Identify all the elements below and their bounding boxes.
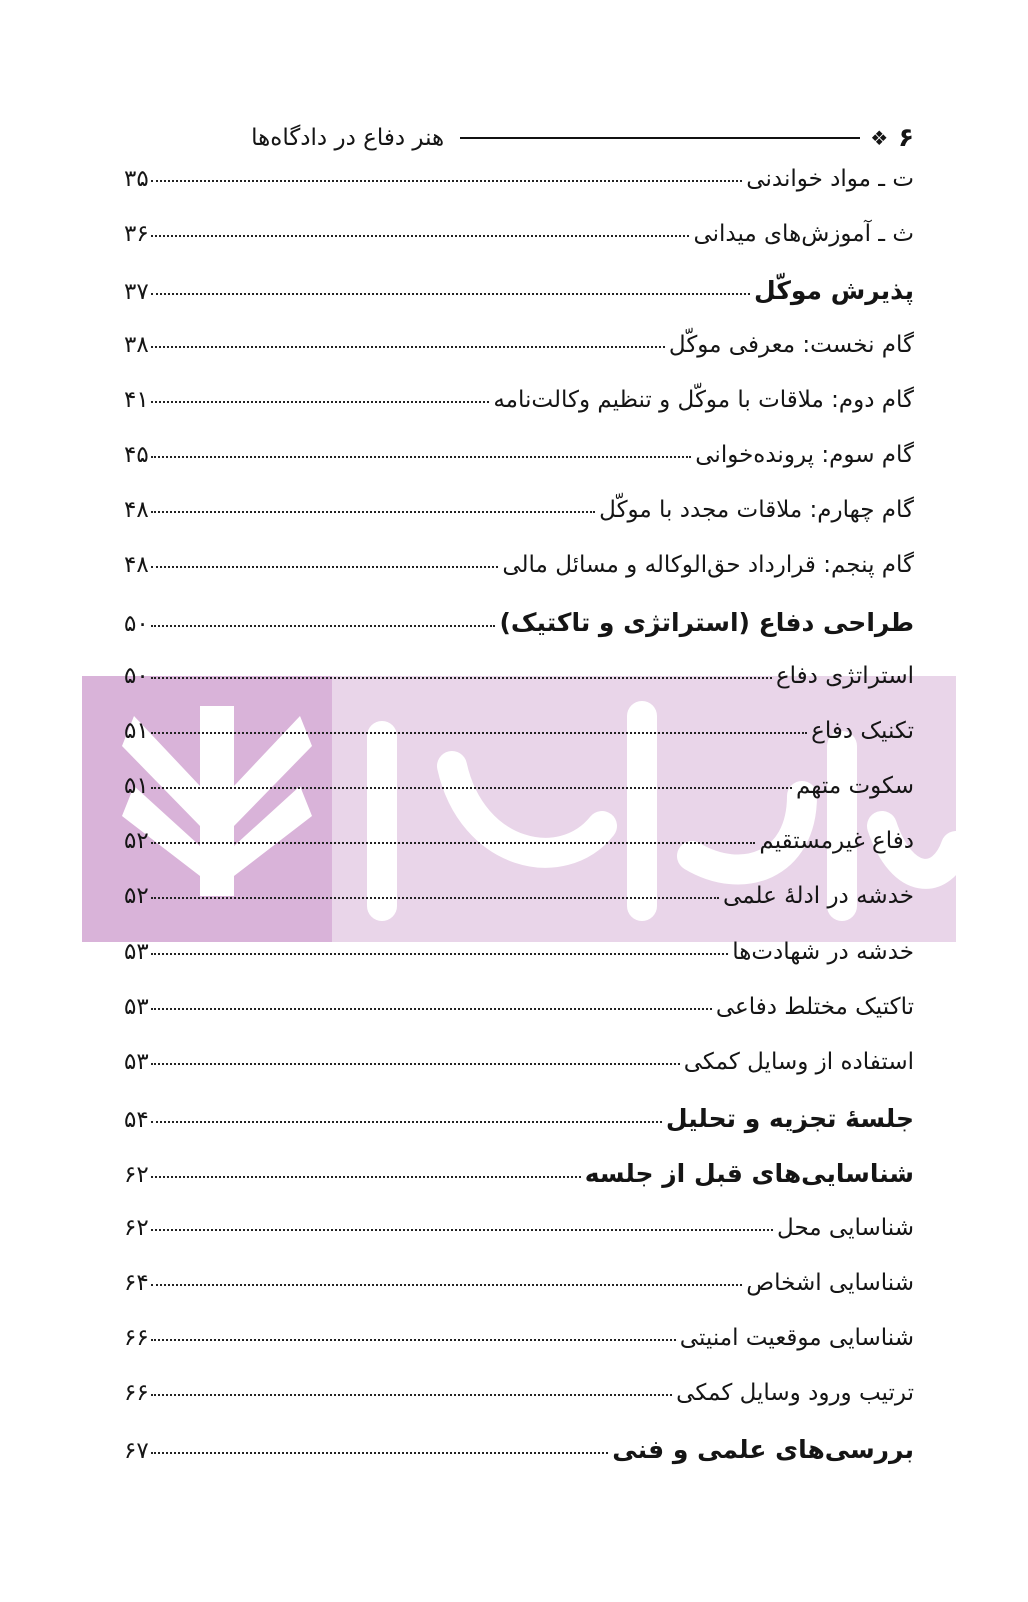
toc-section-row <box>124 276 914 331</box>
toc-entry-page-number: ۶۲ <box>124 1162 149 1189</box>
toc-entry-title: شناسایی موقعیت امنیتی <box>679 1324 914 1351</box>
toc-entry-title: شناسایی محل <box>777 1214 914 1241</box>
toc-row <box>124 773 914 828</box>
dot-leader <box>151 842 756 844</box>
toc-entry-page-number: ۶۶ <box>124 1380 149 1407</box>
dot-leader <box>151 1063 680 1065</box>
toc-section-row <box>124 1435 914 1490</box>
toc-row <box>124 1270 914 1325</box>
toc-entry-page-number: ۵۴ <box>124 1107 149 1134</box>
dot-leader <box>151 1452 609 1454</box>
toc-entry-title: ترتیب ورود وسایل کمکی <box>676 1380 914 1407</box>
dot-leader <box>151 1284 743 1286</box>
toc-entry-page-number: ۶۷ <box>124 1438 149 1465</box>
toc-row <box>124 1325 914 1380</box>
toc-entry-page-number: ۵۱ <box>124 773 149 800</box>
toc-row <box>124 166 914 221</box>
dot-leader <box>151 1176 581 1178</box>
toc-entry-title: تکنیک دفاع <box>811 717 914 744</box>
toc-entry-page-number: ۳۷ <box>124 279 149 306</box>
toc-entry-title: شناسایی اشخاص <box>746 1269 914 1296</box>
toc-entry-page-number: ۵۲ <box>124 883 149 910</box>
toc-section-row <box>124 1159 914 1214</box>
toc-section-row <box>124 608 914 663</box>
dot-leader <box>151 401 490 403</box>
dot-leader <box>151 511 595 513</box>
dot-leader <box>151 566 499 568</box>
toc-row <box>124 939 914 994</box>
toc-entry-page-number: ۴۵ <box>124 441 149 468</box>
toc-entry-page-number: ۳۸ <box>124 331 149 358</box>
toc-row <box>124 442 914 497</box>
toc-row <box>124 387 914 442</box>
toc-row <box>124 663 914 718</box>
toc-row <box>124 552 914 607</box>
toc-row <box>124 994 914 1049</box>
toc-entry-page-number: ۵۳ <box>124 993 149 1020</box>
dot-leader <box>151 732 807 734</box>
toc-entry-title: گام نخست: معرفی موکّل <box>668 331 914 358</box>
page-number: ۶ <box>898 123 914 153</box>
toc-row <box>124 718 914 773</box>
toc-entry-title: بررسی‌های علمی و فنی <box>612 1435 914 1465</box>
toc-row <box>124 1215 914 1270</box>
dot-leader <box>151 677 772 679</box>
toc-row <box>124 883 914 938</box>
toc-entry-title: دفاع غیرمستقیم <box>759 828 914 855</box>
dot-leader <box>151 625 496 627</box>
ornament-icon: ❖ <box>870 126 889 150</box>
toc-entry-title: استراتژی دفاع <box>775 662 914 689</box>
toc-entry-page-number: ۶۶ <box>124 1324 149 1351</box>
toc-entry-title: طراحی دفاع (استراتژی و تاکتیک) <box>499 607 914 637</box>
toc-entry-page-number: ۵۲ <box>124 828 149 855</box>
toc-entry-page-number: ۵۳ <box>124 1049 149 1075</box>
toc-entry-page-number: ۵۱ <box>124 717 149 744</box>
dot-leader <box>151 235 690 237</box>
toc-entry-title: خدشه در شهادت‌ها <box>732 938 914 965</box>
dot-leader <box>151 1339 676 1341</box>
toc-entry-page-number: ۴۱ <box>124 386 149 413</box>
toc-entry-title: استفاده از وسایل کمکی <box>683 1049 914 1075</box>
toc-row <box>124 828 914 883</box>
toc-entry-title: گام سوم: پرونده‌خوانی <box>695 441 914 468</box>
toc-entry-page-number: ۶۲ <box>124 1214 149 1241</box>
dot-leader <box>151 953 729 955</box>
toc-entry-page-number: ۴۸ <box>124 552 149 579</box>
dot-leader <box>151 180 743 182</box>
toc-row <box>124 1049 914 1104</box>
toc-entry-title: ت ـ مواد خواندنی <box>746 166 914 192</box>
dot-leader <box>151 1394 672 1396</box>
toc-entry-page-number: ۳۶ <box>124 221 149 248</box>
toc-entry-title: پذیرش موکّل <box>754 276 914 306</box>
toc-entry-title: شناسایی‌های قبل از جلسه <box>584 1159 914 1189</box>
header-rule <box>460 137 860 139</box>
dot-leader <box>151 456 692 458</box>
table-of-contents <box>124 166 914 1491</box>
toc-section-row <box>124 1104 914 1159</box>
toc-entry-page-number: ۵۳ <box>124 938 149 965</box>
running-title: هنر دفاع در دادگاه‌ها <box>251 125 445 151</box>
dot-leader <box>151 1008 712 1010</box>
toc-row <box>124 332 914 387</box>
toc-entry-page-number: ۵۰ <box>124 662 149 689</box>
toc-entry-page-number: ۶۴ <box>124 1269 149 1296</box>
dot-leader <box>151 1121 662 1123</box>
toc-row <box>124 221 914 276</box>
toc-row <box>124 1380 914 1435</box>
toc-entry-title: گام چهارم: ملاقات مجدد با موکّل <box>599 497 914 524</box>
toc-entry-title: ث ـ آموزش‌های میدانی <box>693 221 914 248</box>
toc-entry-title: جلسهٔ تجزیه و تحلیل <box>665 1104 914 1134</box>
dot-leader <box>151 787 792 789</box>
toc-entry-page-number: ۴۸ <box>124 497 149 524</box>
toc-entry-title: گام دوم: ملاقات با موکّل و تنظیم وکالت‌نامه <box>493 386 914 413</box>
toc-entry-title: خدشه در ادلهٔ علمی <box>723 883 914 910</box>
page-header <box>124 118 914 158</box>
dot-leader <box>151 293 750 295</box>
toc-entry-title: گام پنجم: قرارداد حق‌الوکاله و مسائل مالی <box>502 552 914 579</box>
dot-leader <box>151 897 719 899</box>
toc-entry-title: تاکتیک مختلط دفاعی <box>715 993 914 1020</box>
dot-leader <box>151 1229 773 1231</box>
toc-entry-page-number: ۳۵ <box>124 166 149 192</box>
toc-row <box>124 497 914 552</box>
toc-entry-title: سکوت متهم <box>796 773 914 800</box>
dot-leader <box>151 346 665 348</box>
toc-entry-page-number: ۵۰ <box>124 610 149 637</box>
